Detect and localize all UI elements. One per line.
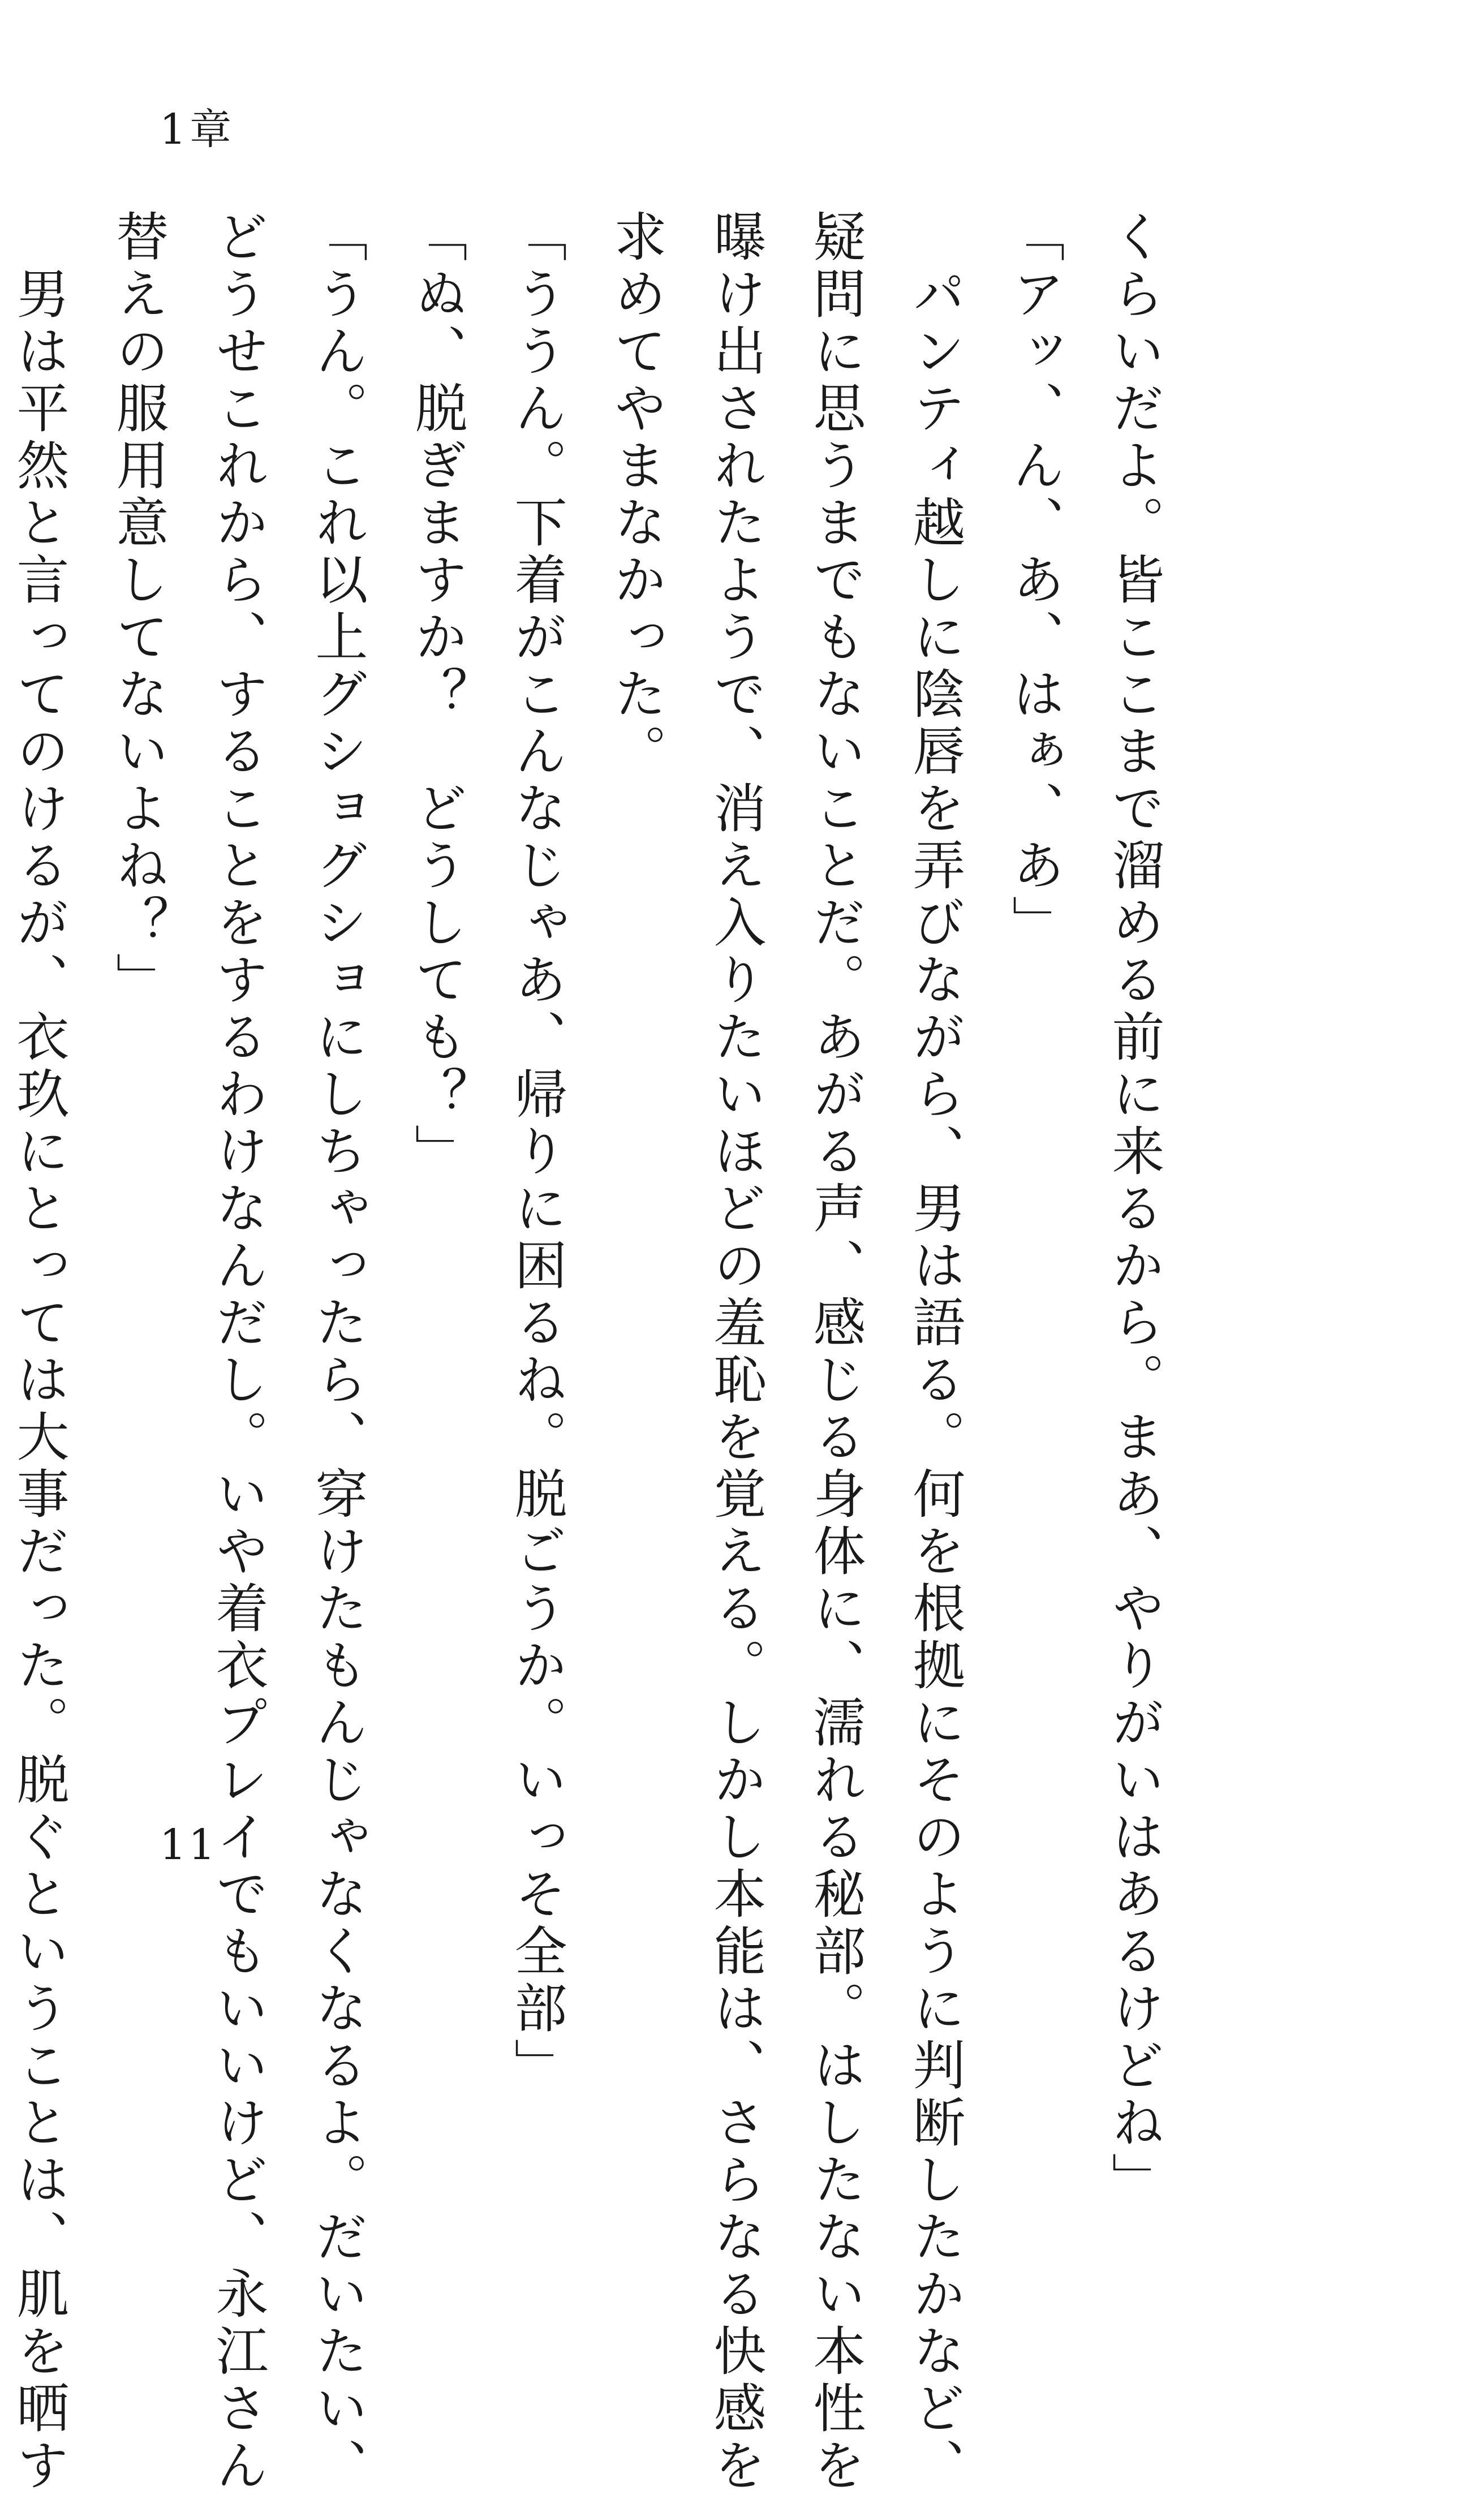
text-line: 「ぬ、脱ぎますか？ どうしても？」 [406, 209, 467, 1181]
text-line: 「アッ、ん、あ、はぁ、あ」 [1004, 209, 1065, 952]
text-line: どうせこれから、することをするわけなんだし。いや着衣プレイでもいいけど、永江さん [207, 209, 268, 2495]
text-line: 男は平然と言ってのけるが、衣玖にとっては大事だった。脱ぐということは、肌を晒す [8, 209, 69, 2495]
text-line: 「うん。これ以上グショグショにしちゃったら、穿けたもんじゃなくなるよ。だいたい、 [307, 209, 368, 2495]
text-line: 求めてやまなかった。 [605, 209, 666, 781]
text-line: くらいだよ。皆ここまで溜める前に来るから。まあ、やりがいはあるけどね」 [1103, 209, 1164, 2209]
page-number: 11 [160, 1821, 218, 1869]
text-line: 「ううん。下着がこんなじゃあ、帰りに困るね。脱ごうか。いっそ全部」 [506, 209, 567, 2095]
text-line: 曝け出されたようで、消え入りたいほどの羞恥を覚える。しかし本能は、さらなる快感を [705, 209, 766, 2495]
text-line: 替えの服用意してないよね？」 [107, 209, 169, 1009]
chapter-header: 1章 [160, 105, 235, 154]
text-line: パンティ越しに陰唇を弄びながら、男は語る。何を根拠にそのように判断したかなど、 [904, 209, 965, 2495]
text-line: 疑問に思うまでもないことだ。あがる声、感じる身体に、濡れる秘部。はしたない本性を [805, 209, 866, 2495]
